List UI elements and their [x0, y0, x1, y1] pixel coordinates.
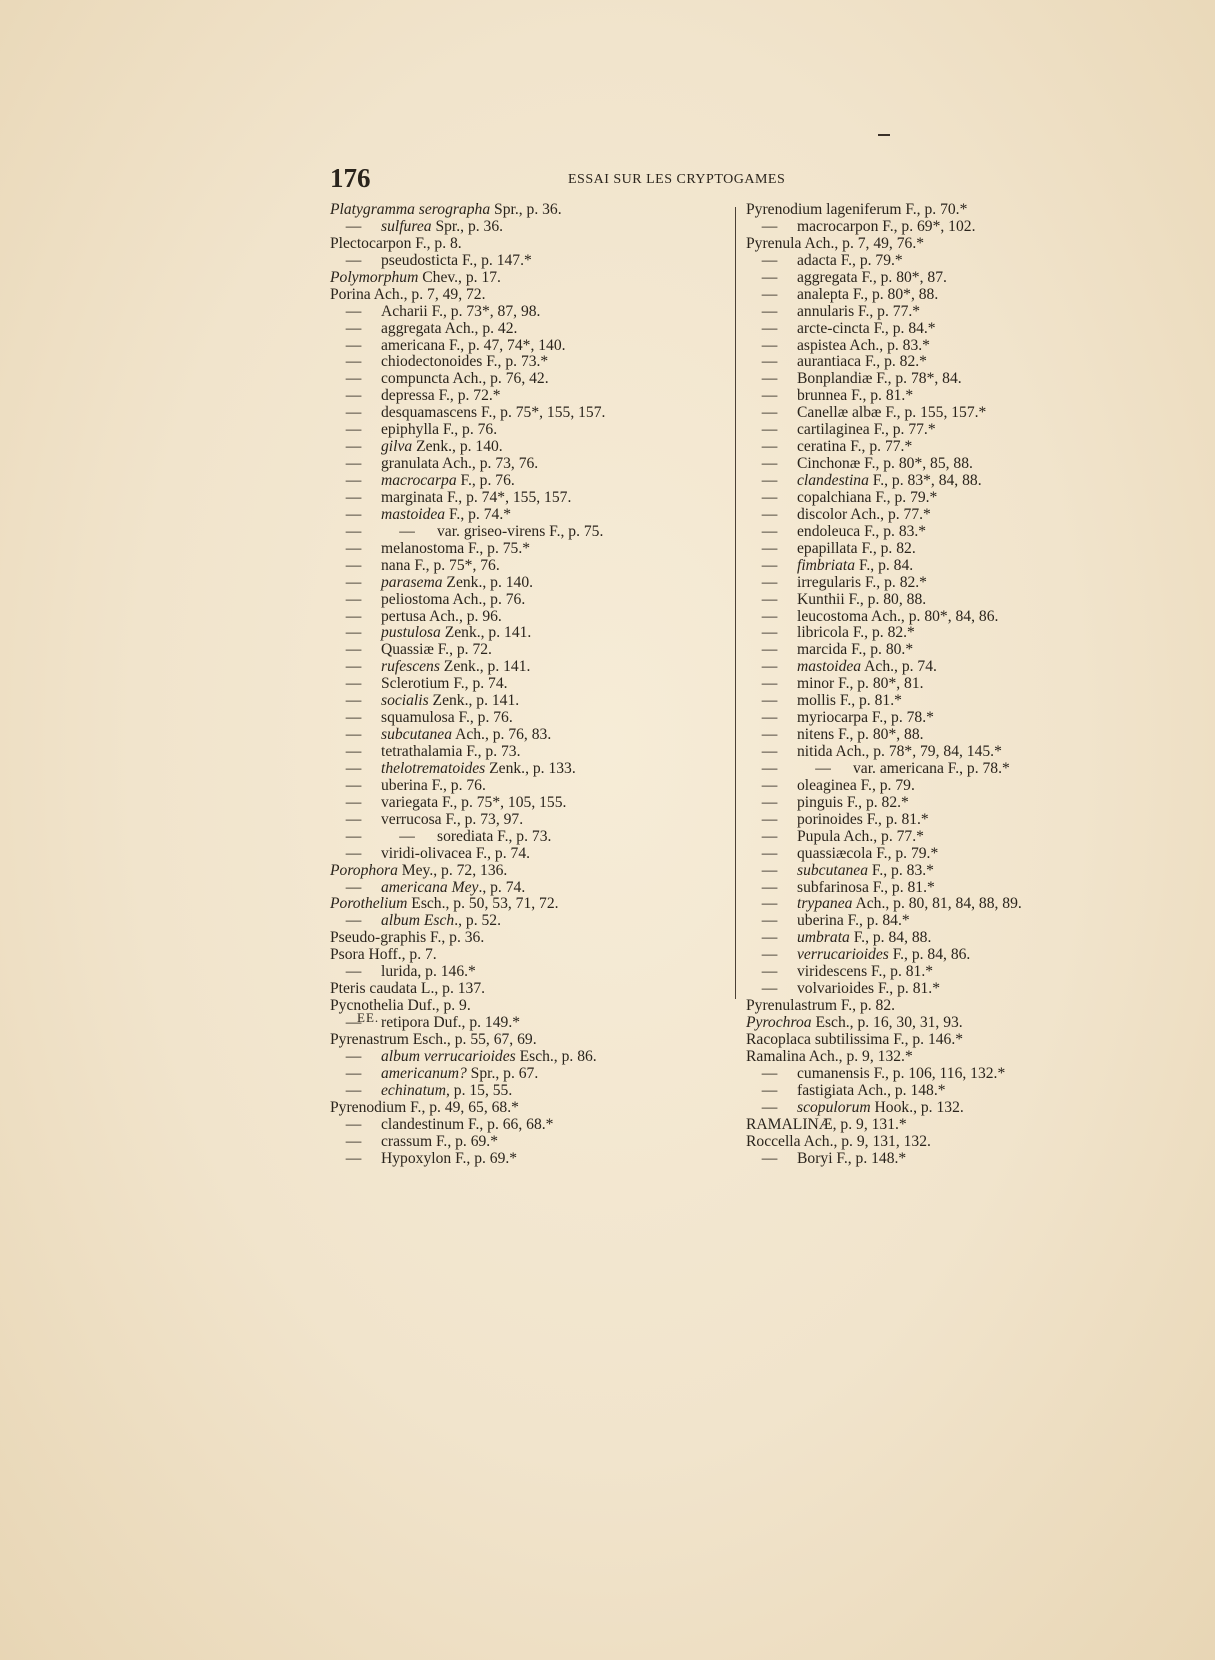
index-entry: — aspistea Ach., p. 83.* [761, 336, 930, 354]
index-entry: — Boryi F., p. 148.* [761, 1149, 907, 1167]
index-entry: — nitida Ach., p. 78*, 79, 84, 145.* [761, 743, 1002, 760]
index-entry: — Kunthii F., p. 80, 88. [761, 590, 927, 608]
index-entry: — libricola F., p. 82.* [761, 624, 915, 642]
index-entry: — granulata Ach., p. 73, 76. [345, 455, 539, 473]
index-entry: — nana F., p. 75*, 76. [345, 556, 500, 574]
index-entry: Pteris caudata L., p. 137. [330, 980, 486, 998]
index-entry: — americanum? Spr., p. 67. [345, 1064, 539, 1082]
index-entry: — Bonplandiæ F., p. 78*, 84. [761, 370, 962, 388]
running-title: ESSAI SUR LES CRYPTOGAMES [568, 172, 786, 187]
index-entry: — gilva Zenk., p. 140. [345, 438, 503, 456]
index-entry: — album verrucarioides Esch., p. 86. [345, 1047, 597, 1065]
index-entry: Pyrenodium F., p. 49, 65, 68.* [330, 1098, 519, 1116]
index-entry: — compuncta Ach., p. 76, 42. [345, 370, 549, 388]
index-entry: — oleaginea F., p. 79. [761, 776, 915, 794]
index-entry: — macrocarpon F., p. 69*, 102. [761, 217, 976, 235]
index-entry: — arcte-cincta F., p. 84.* [761, 319, 936, 337]
index-entry: — Acharii F., p. 73*, 87, 98. [345, 302, 541, 320]
index-entry: — annularis F., p. 77.* [761, 302, 921, 320]
index-entry: — americana F., p. 47, 74*, 140. [345, 336, 566, 354]
index-entry: — ceratina F., p. 77.* [761, 438, 913, 456]
index-entry: — trypanea Ach., p. 80, 81, 84, 88, 89. [761, 895, 1022, 913]
index-entry: — leucostoma Ach., p. 80*, 84, 86. [761, 607, 999, 625]
index-entry: — copalchiana F., p. 79.* [761, 488, 938, 506]
index-entry: — porinoides F., p. 81.* [761, 810, 929, 828]
index-entry: Pseudo-graphis F., p. 36. [330, 929, 485, 947]
page-header [330, 164, 890, 192]
index-entry: — pseudosticta F., p. 147.* [345, 251, 532, 269]
index-entry: Pyrenula Ach., p. 7, 49, 76.* [746, 234, 925, 252]
index-entry: Plectocarpon F., p. 8. [330, 234, 462, 252]
index-entry: Racoplaca subtilissima F., p. 146.* [746, 1030, 964, 1048]
index-entry: — fastigiata Ach., p. 148.* [761, 1081, 946, 1099]
index-entry: — endoleuca F., p. 83.* [761, 522, 927, 540]
index-entry: — album Esch., p. 52. [345, 912, 501, 930]
index-entry: — melanostoma F., p. 75.* [345, 539, 531, 557]
index-entry: Psora Hoff., p. 7. [330, 946, 437, 964]
index-entry: — variegata F., p. 75*, 105, 155. [345, 793, 567, 811]
index-entry: — — var. americana F., p. 78.* [761, 759, 1010, 777]
index-entry: Pyrenastrum Esch., p. 55, 67, 69. [330, 1030, 537, 1048]
index-entry: — marginata F., p. 74*, 155, 157. [345, 488, 572, 506]
signature-mark: EE. [357, 1010, 380, 1025]
index-entry: — macrocarpa F., p. 76. [345, 472, 515, 489]
index-entry: Porophora Mey., p. 72, 136. [330, 861, 508, 879]
index-entry: — Canellæ albæ F., p. 155, 157.* [761, 404, 987, 422]
index-entry: — pertusa Ach., p. 96. [345, 607, 502, 625]
header-rule [878, 134, 890, 136]
index-entry: — scopulorum Hook., p. 132. [761, 1098, 964, 1116]
index-entry: — sulfurea Spr., p. 36. [345, 217, 504, 235]
index-entry: Porina Ach., p. 7, 49, 72. [330, 285, 486, 303]
index-entry: — Cinchonæ F., p. 80*, 85, 88. [761, 455, 973, 473]
index-entry: — marcida F., p. 80.* [761, 641, 914, 659]
index-entry: — peliostoma Ach., p. 76. [345, 590, 526, 608]
index-entry: — aggregata Ach., p. 42. [345, 319, 518, 337]
index-entry: — viridi-olivacea F., p. 74. [345, 844, 531, 862]
index-entry: Platygramma serographa Spr., p. 36. [330, 201, 562, 218]
index-entry: Pyrenulastrum F., p. 82. [746, 997, 896, 1015]
index-entry: Porothelium Esch., p. 50, 53, 71, 72. [330, 895, 559, 913]
index-entry: — echinatum, p. 15, 55. [345, 1081, 513, 1099]
index-entry: — epapillata F., p. 82. [761, 539, 916, 557]
index-entry: — mollis F., p. 81.* [761, 692, 902, 710]
index-entry: Pyrenodium lageniferum F., p. 70.* [746, 201, 968, 218]
index-entry: — discolor Ach., p. 77.* [761, 505, 931, 523]
index-entry: — quassiæcola F., p. 79.* [761, 844, 939, 862]
index-entry: Polymorphum Chev., p. 17. [330, 268, 501, 286]
index-entry: Roccella Ach., p. 9, 131, 132. [746, 1132, 931, 1150]
index-entry: — analepta F., p. 80*, 88. [761, 285, 939, 303]
index-entry: — chiodectonoides F., p. 73.* [345, 353, 549, 371]
index-entry: — aggregata F., p. 80*, 87. [761, 268, 947, 286]
index-entry: — brunnea F., p. 81.* [761, 387, 914, 405]
index-entry: — Pupula Ach., p. 77.* [761, 827, 924, 845]
index-entry: — — sorediata F., p. 73. [345, 827, 552, 845]
index-entry: Pycnothelia Duf., p. 9. [330, 997, 471, 1015]
index-entry: — squamulosa F., p. 76. [345, 709, 513, 727]
index-entry: — volvarioides F., p. 81.* [761, 980, 940, 998]
index-entry: — retipora Duf., p. 149.* [345, 1014, 521, 1031]
index-entry: — irregularis F., p. 82.* [761, 573, 927, 591]
index-entry: — Quassiæ F., p. 72. [345, 641, 492, 659]
index-entry: — aurantiaca F., p. 82.* [761, 353, 927, 371]
index-entry: — clandestina F., p. 83*, 84, 88. [761, 472, 982, 489]
index-entry: — fimbriata F., p. 84. [761, 556, 914, 574]
column-divider [735, 207, 736, 999]
index-entry: — rufescens Zenk., p. 141. [345, 658, 531, 676]
index-entry: — nitens F., p. 80*, 88. [761, 726, 924, 744]
index-entry: — tetrathalamia F., p. 73. [345, 743, 521, 760]
index-entry: — thelotrematoides Zenk., p. 133. [345, 759, 576, 777]
index-entry: — epiphylla F., p. 76. [345, 421, 498, 439]
index-entry: — subcutanea Ach., p. 76, 83. [345, 726, 552, 744]
index-entry: — uberina F., p. 84.* [761, 912, 910, 930]
index-column-left [330, 202, 730, 1167]
index-entry: — Hypoxylon F., p. 69.* [345, 1149, 518, 1167]
index-entry: RAMALINÆ, p. 9, 131.* [746, 1115, 907, 1133]
index-entry: — mastoidea Ach., p. 74. [761, 658, 937, 676]
index-entry: — subcutanea F., p. 83.* [761, 861, 934, 879]
index-entry: — depressa F., p. 72.* [345, 387, 501, 405]
index-entry: — subfarinosa F., p. 81.* [761, 878, 935, 896]
index-column-right [746, 202, 1146, 1167]
index-entry: — myriocarpa F., p. 78.* [761, 709, 934, 727]
index-entry: — crassum F., p. 69.* [345, 1132, 498, 1150]
index-entry: — cartilaginea F., p. 77.* [761, 421, 936, 439]
index-entry: — minor F., p. 80*, 81. [761, 675, 924, 693]
index-entry: — parasema Zenk., p. 140. [345, 573, 534, 591]
index-entry: Pyrochroa Esch., p. 16, 30, 31, 93. [746, 1014, 963, 1031]
index-entry: — uberina F., p. 76. [345, 776, 486, 794]
index-entry: — americana Mey., p. 74. [345, 878, 526, 896]
index-entry: — verrucosa F., p. 73, 97. [345, 810, 524, 828]
index-entry: — cumanensis F., p. 106, 116, 132.* [761, 1064, 1006, 1082]
index-entry: — mastoidea F., p. 74.* [345, 505, 512, 523]
page-number: 176 [330, 163, 371, 193]
index-entry: Ramalina Ach., p. 9, 132.* [746, 1047, 913, 1065]
index-entry: — Sclerotium F., p. 74. [345, 675, 508, 693]
index-entry: — adacta F., p. 79.* [761, 251, 903, 269]
index-entry: — verrucarioides F., p. 84, 86. [761, 946, 971, 964]
index-entry: — clandestinum F., p. 66, 68.* [345, 1115, 554, 1133]
index-entry: — lurida, p. 146.* [345, 963, 476, 981]
index-entry: — socialis Zenk., p. 141. [345, 692, 520, 710]
index-entry: — — var. griseo-virens F., p. 75. [345, 522, 604, 540]
index-entry: — pustulosa Zenk., p. 141. [345, 624, 532, 642]
index-entry: — viridescens F., p. 81.* [761, 963, 934, 981]
index-entry: — umbrata F., p. 84, 88. [761, 929, 932, 947]
index-entry: — pinguis F., p. 82.* [761, 793, 909, 811]
index-entry: — desquamascens F., p. 75*, 155, 157. [345, 404, 606, 422]
